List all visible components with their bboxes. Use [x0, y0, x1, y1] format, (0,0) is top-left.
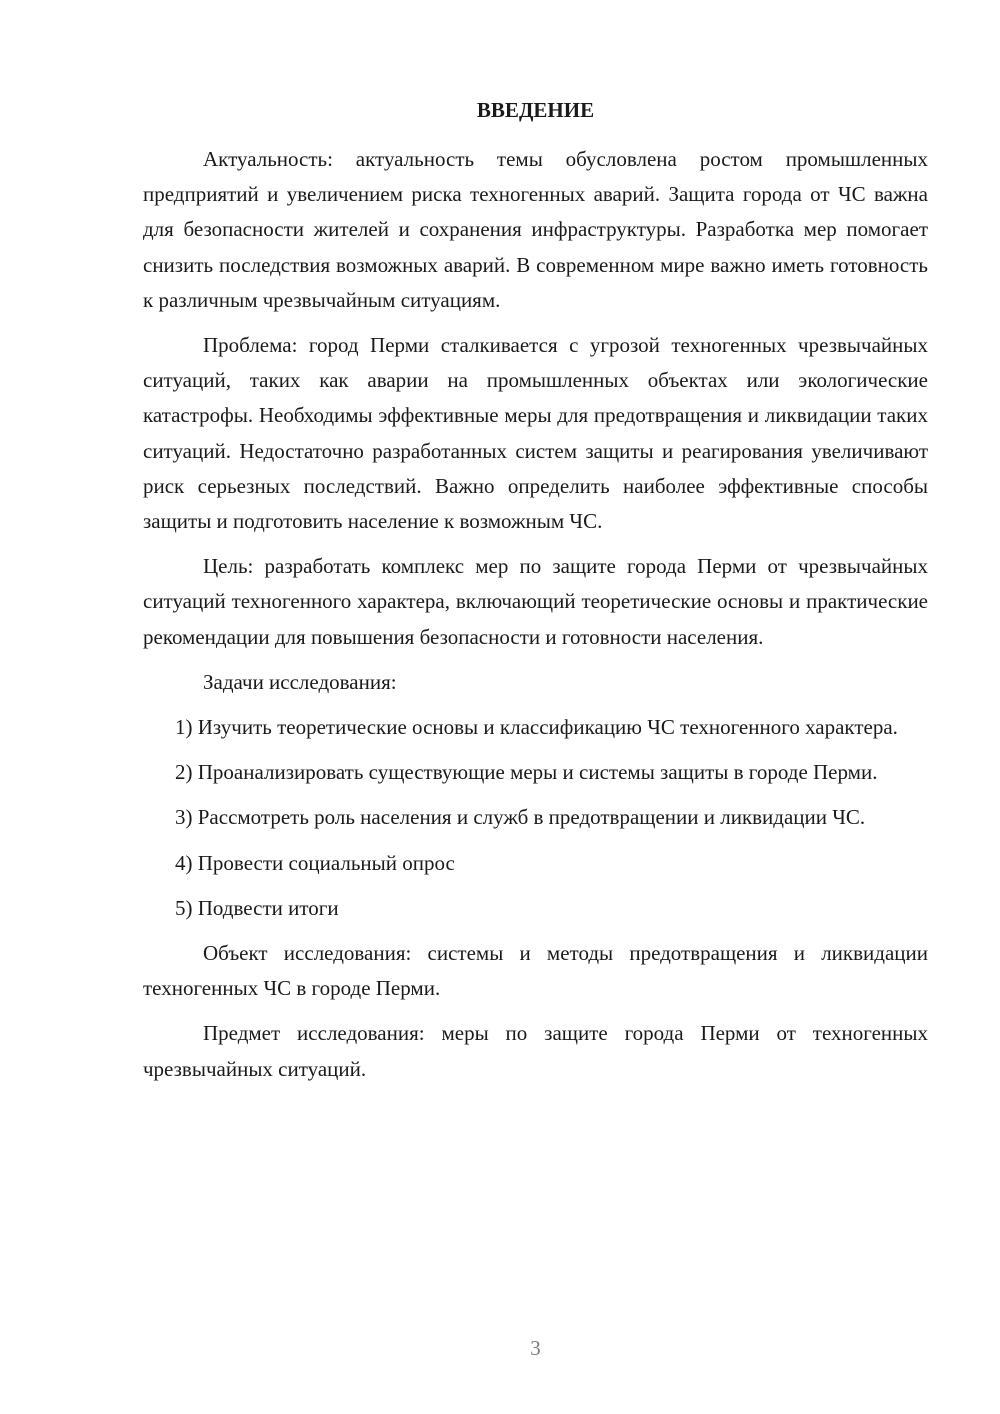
task-item-5: 5) Подвести итоги [175, 895, 339, 920]
document-body [143, 142, 928, 1087]
page-title: ВВЕДЕНИЕ [476, 98, 595, 122]
document-page [143, 0, 928, 1414]
task-item-2: 2) Проанализировать существующие меры и системы защиты в городе Перми. [175, 760, 878, 785]
task-item-3: 3) Рассмотреть роль населения и служб в предотвращении и ликвидации ЧС. [175, 805, 866, 830]
page-number: 3 [530, 1336, 541, 1360]
task-item-1: 1) Изучить теоретические основы и классификацию ЧС техногенного характера. [175, 715, 898, 740]
paragraph-subject: Предмет исследования: меры по защите города Перми от техногенных чрезвычайных ситуаций. [143, 1021, 928, 1081]
tasks-heading: Задачи исследования: [203, 669, 397, 694]
paragraph-problem: Проблема: город Перми сталкивается с угрозой техногенных чрезвычайных ситуаций, таких как аварии на промышленных объектах или экологические катастрофы. Необходимы эффективные меры для предотвращения и ликвидации таких ситуаций. Недостаточно разработанных систем защиты и реагирования увеличивают риск серьезных последствий. Важно определить наиболее эффективные способы защиты и подготовить население к возможным ЧС. [143, 333, 928, 534]
paragraph-object: Объект исследования: системы и методы предотвращения и ликвидации техногенных ЧС в городе Перми. [143, 941, 928, 1001]
task-item-4: 4) Провести социальный опрос [175, 850, 455, 875]
paragraph-goal: Цель: разработать комплекс мер по защите города Перми от чрезвычайных ситуаций техногенного характера, включающий теоретические основы и практические рекомендации для повышения безопасности и готовности населения. [143, 554, 928, 649]
paragraph-relevance: Актуальность: актуальность темы обусловлена ростом промышленных предприятий и увеличением риска техногенных аварий. Защита города от ЧС важна для безопасности жителей и сохранения инфраструктуры. Разработка мер помогает снизить последствия возможных аварий. В современном мире важно иметь готовность к различным чрезвычайным ситуациям. [143, 147, 928, 312]
